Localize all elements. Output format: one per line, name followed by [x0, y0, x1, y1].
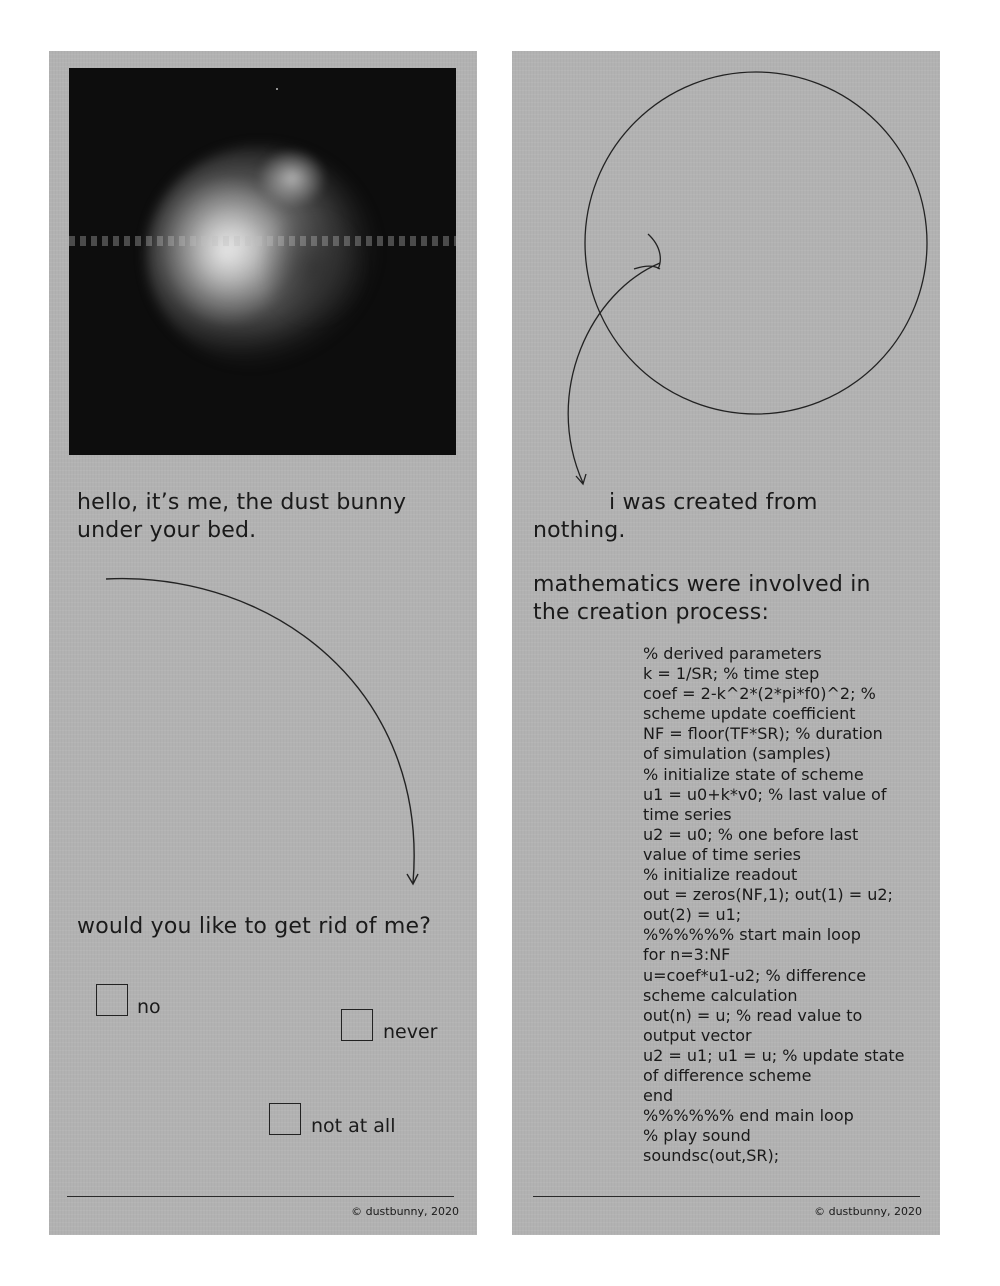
- code-line: % play sound: [643, 1126, 751, 1146]
- footer-divider: [67, 1196, 454, 1197]
- card-right: [512, 51, 940, 1235]
- dust-bunny-photo: [69, 68, 456, 455]
- code-line: %%%%%% end main loop: [643, 1106, 854, 1126]
- code-line: of simulation (samples): [643, 744, 831, 764]
- math-line-1: mathematics were involved in: [533, 572, 871, 597]
- card-left: [49, 51, 477, 1235]
- code-line: u2 = u0; % one before last: [643, 824, 859, 844]
- code-line: out = zeros(NF,1); out(1) = u2;: [643, 885, 893, 905]
- code-line: output vector: [643, 1025, 752, 1045]
- code-line: % initialize readout: [643, 865, 798, 885]
- intro-line-1: i was created from: [609, 490, 818, 515]
- copyright-footer: © dustbunny, 2020: [814, 1205, 922, 1218]
- drawn-circle: [585, 72, 927, 414]
- code-line: out(2) = u1;: [643, 905, 742, 925]
- code-line: soundsc(out,SR);: [643, 1146, 780, 1166]
- code-line: scheme update coefficient: [643, 704, 856, 724]
- arrow-tip-curl: [648, 234, 660, 269]
- code-line: of difference scheme: [643, 1065, 812, 1085]
- greeting-line-1: hello, it’s me, the dust bunny: [77, 490, 407, 515]
- copyright-footer: © dustbunny, 2020: [351, 1205, 459, 1218]
- checkbox-not-at-all[interactable]: [269, 1103, 301, 1135]
- code-line: u2 = u1; u1 = u; % update state: [643, 1045, 905, 1065]
- mathematics-heading: [533, 571, 871, 627]
- checkbox-never[interactable]: [341, 1009, 373, 1041]
- code-line: value of time series: [643, 844, 801, 864]
- code-line: out(n) = u; % read value to: [643, 1005, 863, 1025]
- code-line: % initialize state of scheme: [643, 764, 864, 784]
- code-line: u1 = u0+k*v0; % last value of: [643, 784, 887, 804]
- greeting-line-2: under your bed.: [77, 518, 257, 543]
- code-line: k = 1/SR; % time step: [643, 664, 820, 684]
- photo-speck: [276, 88, 278, 90]
- code-line: % derived parameters: [643, 644, 822, 663]
- option-label-never: never: [383, 1021, 438, 1043]
- intro-line-2: nothing.: [533, 518, 626, 543]
- code-line: time series: [643, 804, 732, 824]
- creation-heading: [533, 489, 818, 545]
- checkbox-no[interactable]: [96, 984, 128, 1016]
- arrow-tip-stroke: [634, 266, 660, 269]
- footer-divider: [533, 1196, 920, 1197]
- code-line: NF = floor(TF*SR); % duration: [643, 724, 883, 744]
- code-line: scheme calculation: [643, 985, 798, 1005]
- code-line: for n=3:NF: [643, 945, 731, 965]
- scan-line: [69, 236, 456, 246]
- math-line-2: the creation process:: [533, 600, 770, 625]
- greeting-heading: [77, 489, 406, 545]
- option-label-no: no: [137, 996, 161, 1018]
- question-heading: would you like to get rid of me?: [77, 914, 432, 939]
- code-line: %%%%%% start main loop: [643, 925, 861, 945]
- dust-bunny-tuft: [257, 148, 327, 208]
- matlab-code-block: [643, 644, 933, 1166]
- code-line: coef = 2-k^2*(2*pi*f0)^2; %: [643, 684, 876, 704]
- dust-bunny-shadow: [259, 208, 369, 328]
- option-label-not-at-all: not at all: [311, 1115, 396, 1137]
- arrow-head: [576, 474, 586, 484]
- curved-arrow-to-text: [568, 263, 660, 483]
- code-line: end: [643, 1086, 674, 1106]
- code-line: u=coef*u1-u2; % difference: [643, 965, 867, 985]
